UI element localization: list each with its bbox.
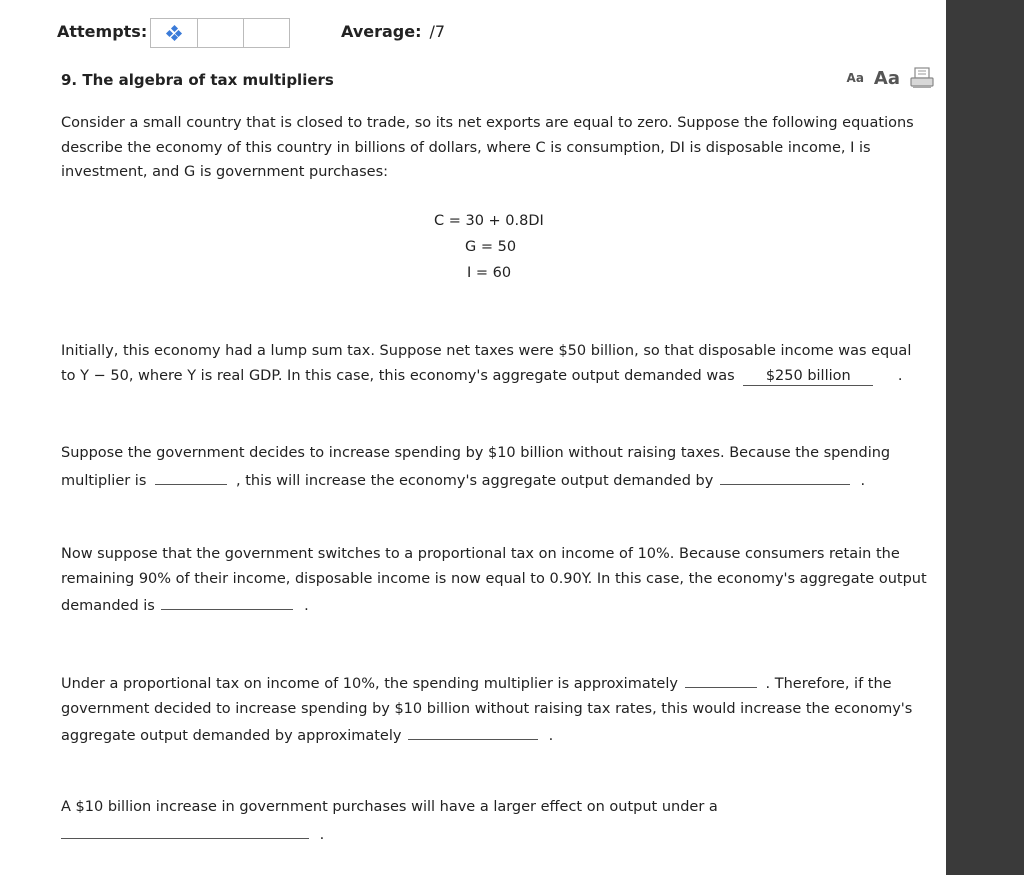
answer-output-increase-dropdown[interactable] (720, 466, 850, 485)
print-icon[interactable] (910, 67, 934, 89)
in-progress-icon (167, 26, 181, 40)
paragraph-spending-increase: Suppose the government decides to increase spending by $10 billion without raising taxes. Because the spending multiplier is , this will increase the economy's aggregate output demanded by . (61, 445, 891, 489)
paragraph-comparison: A $10 billion increase in government purchases will have a larger effect on output under a . (61, 795, 927, 847)
paragraph-proportional-multiplier-text-a: Under a proportional tax on income of 10%, the spending multiplier is approximately (61, 676, 678, 692)
average-value: /7 (429, 22, 446, 41)
paragraph-lump-sum-tax: Initially, this economy had a lump sum tax. Suppose net taxes were $50 billion, so that disposable income was equal to Y − 50, where Y is real GDP. In this case, this economy's aggregate output demanded was $250 billion . (61, 343, 912, 384)
answer-tax-type-dropdown[interactable] (61, 820, 309, 839)
paragraph-proportional-multiplier-text-b: . Therefore, if the government decided to increase spending by $10 billion without raising tax rates, this would increase the economy's aggregate output demanded by approximately (61, 676, 913, 744)
paragraph-proportional-tax: Now suppose that the government switches to a proportional tax on income of 10%. Because consumers retain the remaining 90% of their income, disposable income is now equal to 0.90Y. In this case, the economy's aggregate output demanded is . (61, 546, 927, 614)
equation-investment: I = 60 (467, 265, 512, 281)
intro-paragraph: Consider a small country that is closed to trade, so its net exports are equal to zero. Suppose the following equations describe the economy of this country in billions of dollars, where C is consumption, DI is disposable income, I is investment, and G is government purchases: (61, 115, 914, 180)
answer-aggregate-output-proportional-dropdown[interactable] (161, 591, 293, 610)
paragraph-proportional-text: Now suppose that the government switches to a proportional tax on income of 10%. Because consumers retain the remaining 90% of their income, disposable income is now equal to 0.90Y. In this case, the economy's aggregate output demanded is (61, 546, 927, 614)
paragraph-proportional-multiplier: Under a proportional tax on income of 10%, the spending multiplier is approximately . Therefore, if the government decided to increase spending by $10 billion without raising tax rates, this would increase the economy's aggregate output demanded by approximately . (61, 669, 927, 749)
paragraph-lump-sum-text: Initially, this economy had a lump sum tax. Suppose net taxes were $50 billion, so that disposable income was equal to Y − 50, where Y is real GDP. In this case, this economy's aggregate output demanded was (61, 343, 912, 384)
attempt-box-2 (197, 19, 243, 47)
decrease-text-size-button[interactable]: Aa (846, 71, 864, 85)
attempts-label: Attempts: (57, 22, 148, 41)
paragraph-spending-text-b: , this will increase the economy's aggregate output demanded by (236, 472, 714, 489)
attempt-boxes (150, 18, 290, 48)
equation-consumption: C = 30 + 0.8DI (434, 213, 544, 229)
equations (0, 208, 946, 286)
increase-text-size-button[interactable]: Aa (873, 67, 900, 89)
average-label: Average: (341, 22, 422, 41)
attempt-box-1 (151, 19, 197, 47)
equation-government: G = 50 (465, 239, 517, 255)
question-title: 9. The algebra of tax multipliers (61, 71, 334, 89)
paragraph-comparison-text: A $10 billion increase in government purchases will have a larger effect on output under a (61, 799, 718, 815)
answer-proportional-multiplier-dropdown[interactable] (685, 669, 757, 688)
answer-spending-multiplier-dropdown[interactable] (155, 466, 227, 485)
answer-aggregate-output-lump-sum[interactable]: $250 billion (743, 367, 873, 386)
text-tools (847, 67, 934, 89)
answer-proportional-output-increase-dropdown[interactable] (408, 721, 538, 740)
paragraph-spending-text-a: Suppose the government decides to increase spending by $10 billion without raising taxes. Because the spending multiplier is (61, 445, 891, 489)
average-score (341, 22, 445, 41)
attempt-box-3 (243, 19, 289, 47)
